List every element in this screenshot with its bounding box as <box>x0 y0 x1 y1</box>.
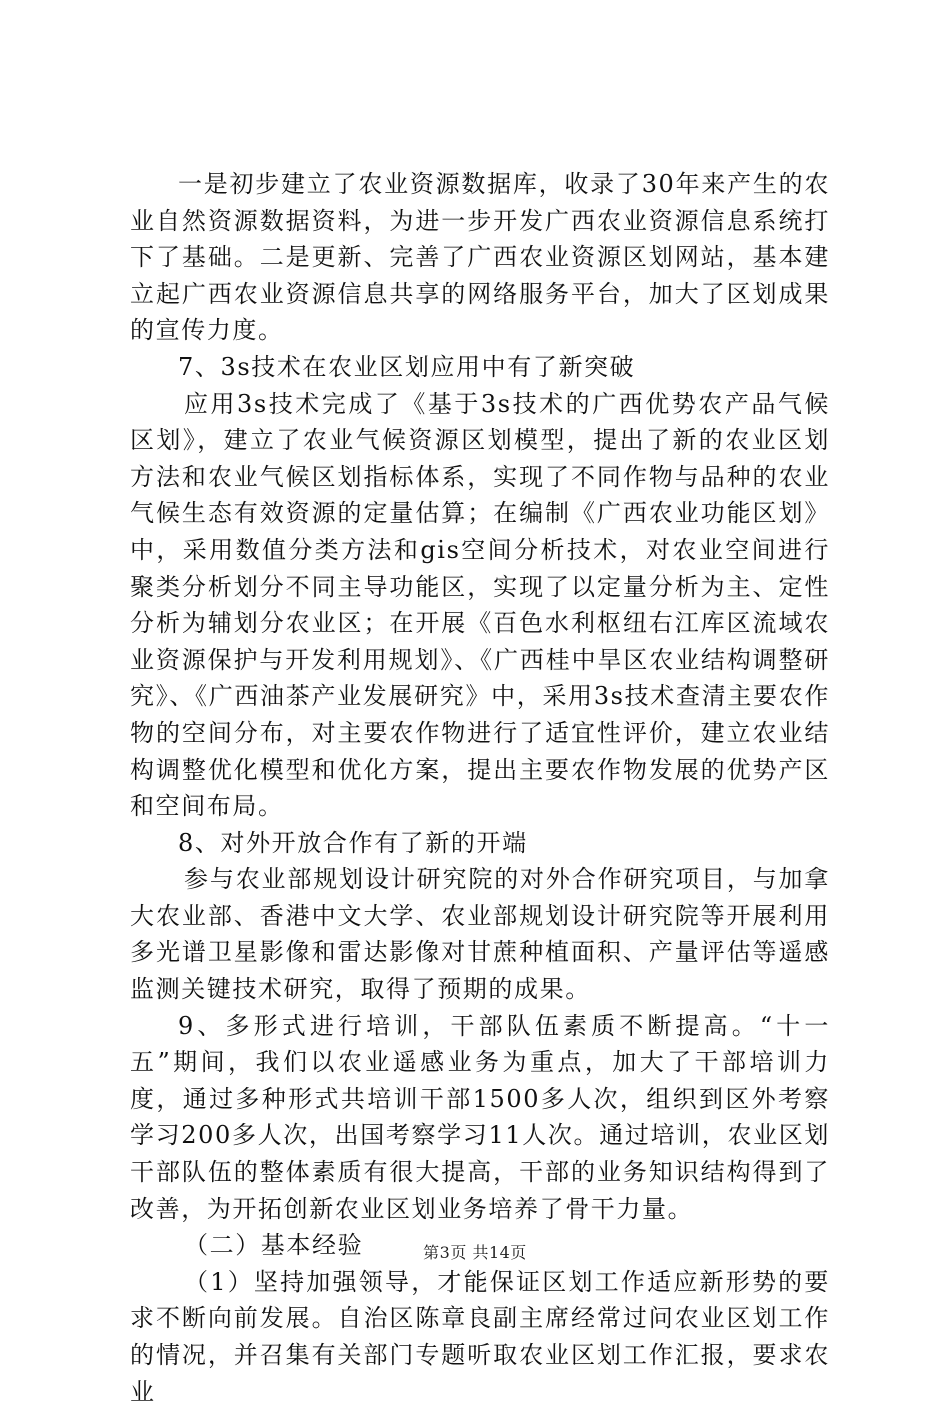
paragraph-database: 一是初步建立了农业资源数据库，收录了30年来产生的农业自然资源数据资料，为进一步开发广西农业资源信息系统打下了基础。二是更新、完善了广西农业资源区划网站，基本建立起广西农业资源信息共享的网络服务平台，加大了区划成果的宣传力度。 <box>130 170 830 345</box>
paragraph-leadership: （1）坚持加强领导，才能保证区划工作适应新形势的要求不断向前发展。自治区陈章良副主席经常过问农业区划工作的情况，并召集有关部门专题听取农业区划工作汇报，要求农业 <box>130 1267 830 1406</box>
paragraph-cooperation: 参与农业部规划设计研究院的对外合作研究项目，与加拿大农业部、香港中文大学、农业部规划设计研究院等开展利用多光谱卫星影像和雷达影像对甘蔗种植面积、产量评估等遥感监测关键技术研究，取得了预期的成果。 <box>130 865 830 1004</box>
paragraph-training: 9、多形式进行培训，干部队伍素质不断提高。“十一五”期间，我们以农业遥感业务为重点，加大了干部培训力度，通过多种形式共培训干部1500多人次，组织到区外考察学习200多人次，出国考察学习11人次。通过培训，农业区划干部队伍的整体素质有很大提高，干部的业务知识结构得到了改善，为开拓创新农业区划业务培养了骨干力量。 <box>130 1011 830 1223</box>
paragraph-3s-application: 应用3s技术完成了《基于3s技术的广西优势农产品气候区划》，建立了农业气候资源区划模型，提出了新的农业区划方法和农业气候区划指标体系，实现了不同作物与品种的农业气候生态有效资源的定量估算；在编制《广西农业功能区划》中，采用数值分类方法和gis空间分析技术，对农业空间进行聚类分析划分不同主导功能区，实现了以定量分析为主、定性分析为辅划分农业区；在开展《百色水利枢纽右江库区流域农业资源保护与开发利用规划》、《广西桂中旱区农业结构调整研究》、《广西油茶产业发展研究》中，采用3s技术查清主要农作物的空间分布，对主要农作物进行了适宜性评价，建立农业结构调整优化模型和优化方案，提出主要农作物发展的优势产区和空间布局。 <box>130 389 830 821</box>
heading-open-cooperation: 8、对外开放合作有了新的开端 <box>178 828 528 857</box>
page-number-footer: 第3页 共14页 <box>423 1243 527 1262</box>
heading-3s-technology: 7、3s技术在农业区划应用中有了新突破 <box>178 352 636 381</box>
heading-basic-experience: （二）基本经验 <box>184 1231 364 1260</box>
document-body <box>130 166 830 1410</box>
